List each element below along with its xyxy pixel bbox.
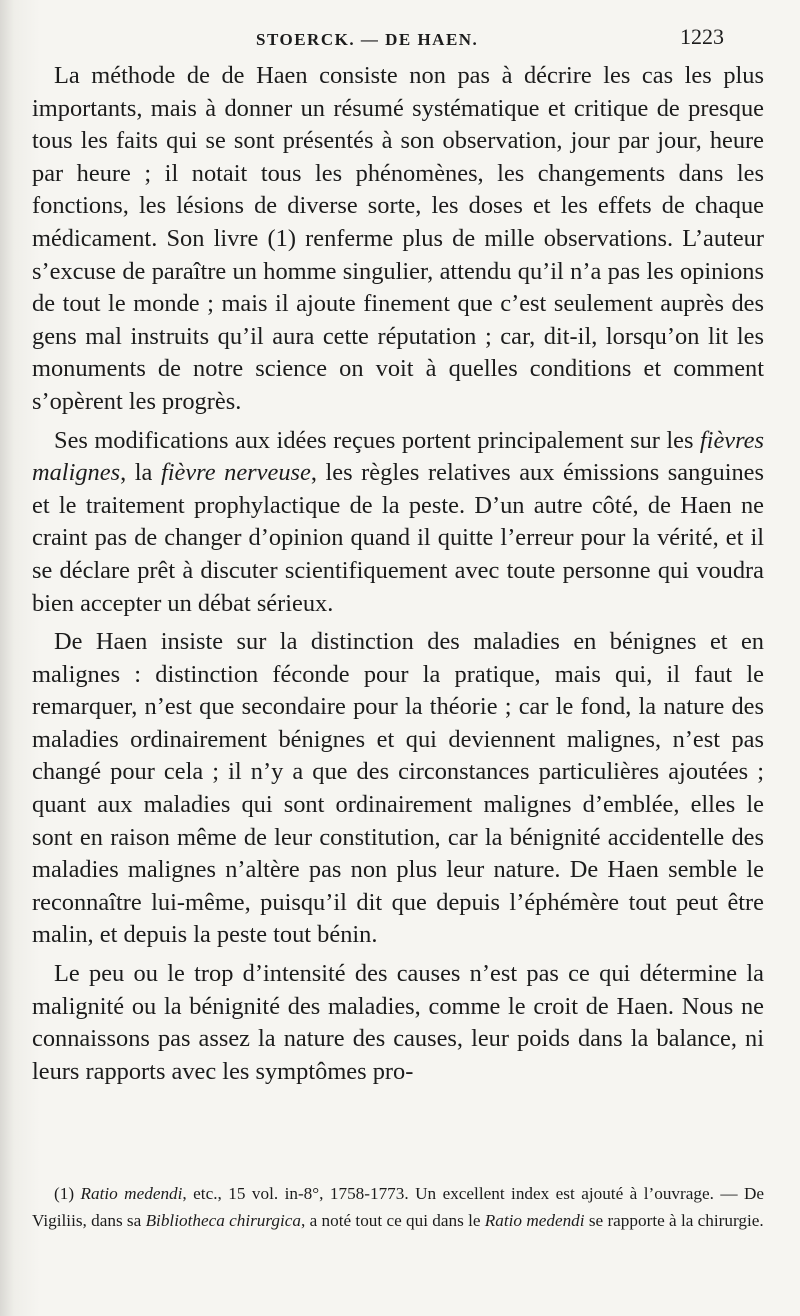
paragraph-2-emphasis-1: fièvres malignes: [32, 426, 764, 487]
paragraph-4: Le peu ou le trop d’intensité des causes n’est pas ce qui détermine la malignité ou la bénignité des maladies, comme le croit de Haen. Nous ne connaissons pas assez la nature des causes, leur poids dans la balance, ni leurs rapports avec les symptômes pro-: [32, 960, 764, 1085]
body-text: [32, 60, 764, 1088]
footnote-part-3: se rapporte à la chirurgie.: [584, 1211, 764, 1230]
paragraph-2-emphasis-2: fièvre nerveuse: [160, 459, 311, 487]
footnote-marker: (1): [54, 1184, 81, 1203]
paragraph-2-part-1: Ses modifications aux idées reçues portent principalement sur les: [54, 426, 700, 454]
footnote-part-1: , etc., 15 vol. in-8°, 1758-1773. Un excellent index est ajouté à l’ouvrage. — De Vigiliis, dans sa: [32, 1184, 765, 1230]
footnote-text: [32, 1180, 764, 1234]
footnote-emphasis-2: Bibliotheca chirurgica: [145, 1211, 302, 1230]
paragraph-2-part-2: , la: [120, 459, 161, 487]
footnote-emphasis-1: Ratio medendi: [80, 1184, 183, 1203]
page-number: 1223: [680, 24, 724, 49]
footnote: [32, 1180, 764, 1234]
footnote-emphasis-3: Ratio medendi: [484, 1211, 585, 1230]
running-head: STOERCK. — DE HAEN.: [256, 30, 479, 49]
paragraph-1: La méthode de de Haen consiste non pas à décrire les cas les plus importants, mais à donner un résumé systématique et critique de presque tous les faits qui se sont présentés à son observation, jour par jour, heure par heure ; il notait tous les phénomènes, les changements dans les fonctions, les lésions de diverse sorte, les doses et les effets de chaque médicament. Son livre (1) renferme plus de mille observations. L’auteur s’excuse de paraître un homme singulier, attendu qu’il n’a pas les opinions de tout le monde ; mais il ajoute finement que c’est seulement auprès des gens mal instruits qu’il aura cette réputation ; car, dit-il, lorsqu’on lit les monuments de notre science on voit à quelles conditions et comment s’opèrent les progrès.: [32, 62, 764, 415]
paragraph-2-part-3: , les règles relatives aux émissions sanguines et le traitement prophylactique de la peste. D’un autre côté, de Haen ne craint pas de changer d’opinion quand il quitte l’erreur pour la vérité, et il se déclare prêt à discuter scientifiquement avec toute personne qui voudra bien accepter un débat sérieux.: [32, 459, 764, 617]
footnote-part-2: , a noté tout ce qui dans le: [301, 1211, 485, 1230]
paragraph-3: De Haen insiste sur la distinction des maladies en bénignes et en malignes : distinction féconde pour la pratique, mais qui, il faut le remarquer, n’est que secondaire pour la théorie ; car le fond, la nature des maladies ordinairement bénignes et qui deviennent malignes, n’est pas changé pour cela ; il n’y a que des circonstances particulières ajoutées ; quant aux maladies qui sont ordinairement malignes d’emblée, elles le sont en raison même de leur constitution, car la bénignité accidentelle des maladies malignes n’altère pas non plus leur nature. De Haen semble le reconnaître lui-même, puisqu’il dit que depuis l’éphémère tout peut être malin, et depuis la peste tout bénin.: [32, 628, 764, 949]
paragraph-2: [32, 425, 764, 621]
page-header: [0, 24, 800, 54]
